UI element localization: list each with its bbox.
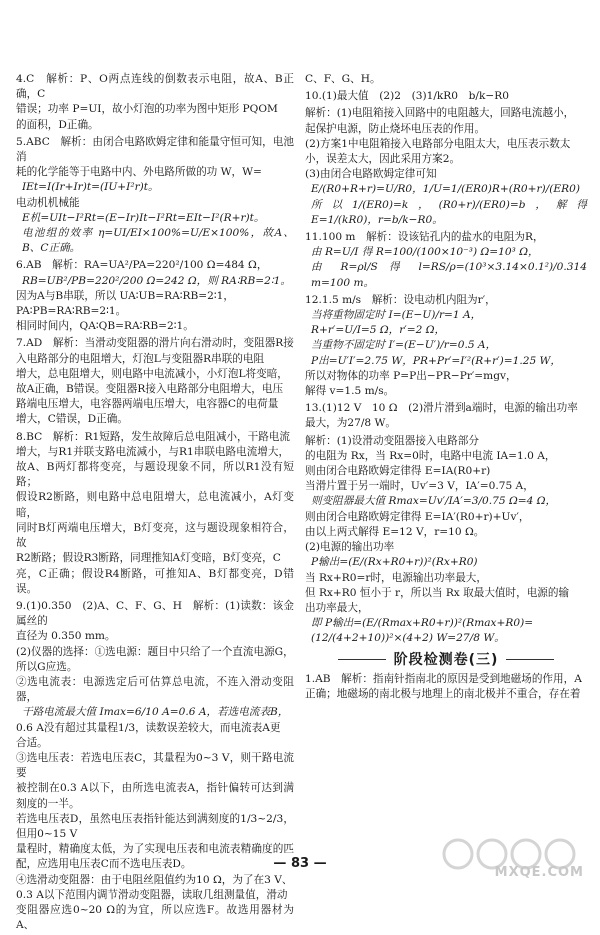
text-line: 电动机机械能 xyxy=(16,196,80,209)
answer-10-explanation xyxy=(305,106,587,228)
formula-line: IEt=I(Ir+Ir)t=(IU+I²r)t。 xyxy=(22,181,159,194)
answer-9-continued xyxy=(305,72,587,87)
text-line: 起保护电源，防止烧坏电压表的作用。 xyxy=(305,122,486,135)
formula-line: 由 R=ρl/S 得 l=RS/ρ=(10³×3.14×0.1²)/0.314 m=100 m。 xyxy=(311,261,587,289)
text-line: 量程时，精确度太低，为了实现电压表和电流表精确度的匹配，应选用电压表C而不选电压表D。 xyxy=(16,843,294,871)
text-line: 12.1.5 m/s 解析：设电动机内阻为r′， xyxy=(305,293,496,306)
formula-line: E/(R0+R+r)=U/R0，1/U=1/(ER0)R+(R0+r)/(ER0) xyxy=(311,183,580,196)
text-line: 被控制在0.3 A以下，由所选电流表A，指针偏转可达到满刻度的一半。 xyxy=(16,782,294,810)
text-line: 错误；功率 P=UI，故小灯泡的功率为图中矩形 PQOM xyxy=(16,103,278,116)
formula-line: (12/(4+2+10))²×(4+2) W=27/8 W。 xyxy=(311,632,505,645)
text-line: (2)仪器的选择：①选电源：题目中只给了一个直流电源G， xyxy=(16,645,294,658)
text-line: ②选电流表：电源选定后可估算总电流，不连入滑动变阻器， xyxy=(16,675,294,704)
answer-13-header xyxy=(305,401,587,431)
text-line: R2断路；假设R3断路，同理推知A灯变暗，B灯变亮，C xyxy=(16,552,281,565)
formula-line: R+r′=U/I=5 Ω，r′=2 Ω， xyxy=(311,324,446,337)
text-line: 相同时间内，QA∶QB=RA∶RB=2∶1。 xyxy=(16,320,194,333)
formula-line: 由 R=U/I 得 R=100/(100×10⁻³) Ω=10³ Ω， xyxy=(311,246,539,259)
heading-rule-left xyxy=(338,659,386,660)
formula-line: P输出=(E/(Rx+R0+r))²(Rx+R0) xyxy=(311,556,478,569)
answer-11 xyxy=(305,230,587,291)
text-line: 小，误差太大，因此采用方案2。 xyxy=(305,153,461,166)
text-line: 假设R2断路，则电路中总电阻增大，总电流减小，A灯变暗， xyxy=(16,491,294,519)
text-line: (2)方案1中电阻箱接入电路部分电阻太大，电压表示数太 xyxy=(305,137,571,150)
text-line: 则由闭合电路欧姆定律得 E=IA′(R0+r)+Uv′， xyxy=(305,510,530,523)
text-line: 出功率最大， xyxy=(305,601,369,614)
text-line: 入电路部分的电阻增大，灯泡L与变阻器R串联的电阻 xyxy=(16,352,265,365)
answer-13-explanation xyxy=(305,434,587,647)
answer-6 xyxy=(16,258,294,334)
text-line: 0.6 A没有超过其量程1/3，读数误差较大，而电流表A更 xyxy=(16,721,281,734)
text-line: 故A正确，B错误。变阻器R接入电路部分电阻增大，电压 xyxy=(16,383,284,396)
page-number: — 83 — xyxy=(273,856,327,871)
right-column xyxy=(305,72,587,704)
text-line: (3)由闭合电路欧姆定律可知 xyxy=(305,168,437,181)
text-line: 最大，为27/8 W。 xyxy=(305,417,397,430)
text-line: 解得 v=1.5 m/s。 xyxy=(305,385,395,398)
text-line: 13.(1)12 V 10 Ω (2)滑片滑到a端时，电源的输出功率 xyxy=(305,402,578,415)
text-line: 路端电压增大，电容器两端电压增大，电容器C的电荷量 xyxy=(16,398,279,411)
text-line: 10.(1)最大值 (2)2 (3)1/kR0 b/k−R0 xyxy=(305,90,509,103)
text-line: 4.C 解析：P、O两点连线的倒数表示电阻，故A、B正确，C xyxy=(16,73,294,101)
answer-8 xyxy=(16,430,294,597)
formula-line: 干路电流最大值 Imax=6/10 A=0.6 A，若选电流表B， xyxy=(22,706,289,719)
text-line: 11.100 m 解析：设该钻孔内的盐水的电阻为R， xyxy=(305,231,544,244)
answer-10-header xyxy=(305,89,587,104)
text-line: 的电阻为 Rx，当 Rx=0时，电路中电流 IA=1.0 A， xyxy=(305,449,556,462)
text-line: ③选电压表：若选电压表C，其量程为0~3 V，则干路电流要 xyxy=(16,751,294,780)
text-line: 当滑片置于另一端时，Uv′=3 V，IA′=0.75 A， xyxy=(305,480,534,493)
text-line: 直径为 0.350 mm。 xyxy=(16,630,116,643)
text-line: 同时B灯两端电压增大，B灯变亮，这与题设现象相符合，故 xyxy=(16,521,294,550)
text-line: 变阻器应选0~20 Ω的为宜，所以应选F。故选用器材为A、 xyxy=(16,903,294,932)
heading-rule-right xyxy=(506,659,554,660)
text-line: 所以对物体的功率 P=P出−PR−Pr′=mgv， xyxy=(305,369,517,382)
formula-line: 则变阻器最大值 Rmax=Uv′/IA′=3/0.75 Ω=4 Ω， xyxy=(311,495,557,508)
formula-line: E机=UIt−I²Rt=(E−Ir)It−I²Rt=EIt−I²(R+r)t。 xyxy=(22,211,265,224)
text-line: 则由闭合电路欧姆定律得 E=IA(R0+r) xyxy=(305,465,491,478)
answer-5 xyxy=(16,135,294,257)
text-line: 当 Rx+R0=r时，电源输出功率最大， xyxy=(305,571,487,584)
watermark-logo xyxy=(440,832,590,884)
text-line: ④选滑动变阻器：由于电阻丝阻值约为10 Ω，为了在3 V、 xyxy=(16,873,293,886)
text-line: 0.3 A以下范围内调节滑动变阻器，读取几组测量值，滑动 xyxy=(16,888,288,901)
text-line: 的面积，D正确。 xyxy=(16,118,99,131)
formula-line: 当将重物固定时 I=(E−U)/r=1 A， xyxy=(311,309,482,322)
text-line: 解析：(1)电阻箱接入回路中的电阻越大，回路电流越小， xyxy=(305,107,575,120)
text-line: 合适。 xyxy=(16,736,48,749)
text-line: C、F、G、H。 xyxy=(305,73,381,85)
answer-4 xyxy=(16,72,294,133)
text-line: 由以上两式解得 E=12 V，r=10 Ω。 xyxy=(305,525,485,538)
watermark-text: MXQE.COM xyxy=(494,864,584,880)
text-line: 故A、B两灯都将变亮，与题设现象不同，所以R1没有短路； xyxy=(16,461,294,489)
answer-9 xyxy=(16,599,294,933)
answer-12 xyxy=(305,293,587,399)
text-line: 所以G应选。 xyxy=(16,660,78,673)
text-line: 6.AB 解析：RA=UA²/PA=220²/100 Ω=484 Ω， xyxy=(16,259,268,272)
text-line: 解析：(1)设滑动变阻器接入电路部分 xyxy=(305,434,479,447)
text-line: (2)电源的输出功率 xyxy=(305,541,395,554)
formula-line: RB=UB²/PB=220²/200 Ω=242 Ω，则 RA∶RB=2∶1。 xyxy=(22,274,292,287)
text-line: 7.AD 解析：当滑动变阻器的滑片向右滑动时，变阻器R接 xyxy=(16,337,294,350)
section-answer-1 xyxy=(305,672,587,702)
section-title-text: 阶段检测卷(三) xyxy=(393,651,499,668)
text-line: 耗的化学能等于电路中内、外电路所做的功 W，W= xyxy=(16,166,262,179)
text-line: 8.BC 解析：R1短路，发生故障后总电阻减小，干路电流 xyxy=(16,430,290,443)
text-line: 5.ABC 解析：由闭合电路欧姆定律和能量守恒可知，电池消 xyxy=(16,135,294,164)
text-line: 但 Rx+R0 恒小于 r，所以当 Rx 取最大值时，电源的输 xyxy=(305,586,570,599)
text-line: 增大，总电阻增大，则电路中电流减小，小灯泡L将变暗， xyxy=(16,367,288,380)
text-line: 亮，C正确；假设R4断路，可推知A、B灯都变亮，D错误。 xyxy=(16,567,294,595)
text-line: 正确；地磁场的南北极与地理上的南北极并不重合，存在着 xyxy=(305,687,581,700)
text-line: 9.(1)0.350 (2)A、C、F、G、H 解析：(1)读数：该金属丝的 xyxy=(16,599,294,628)
formula-line: 所以1/(ER0)=k，(R0+r)/(ER0)=b，解得 E=1/(kR0)，r=b/k−R0。 xyxy=(311,198,587,226)
text-line: 增大，与R1并联支路电流减小，与R1串联电路电流增大， xyxy=(16,445,290,458)
formula-line: P出=U′I′=2.75 W，PR+Pr′=I′²(R+r′)=1.25 W， xyxy=(311,354,562,367)
answer-7 xyxy=(16,336,294,427)
text-line: 增大，C错误，D正确。 xyxy=(16,413,128,426)
left-column xyxy=(16,72,294,935)
formula-line: 即 P输出=(E/(Rmax+R0+r))²(Rmax+R0)= xyxy=(311,617,534,630)
text-line: 1.AB 解析：指南针指南北的原因是受到地磁场的作用，A xyxy=(305,672,582,685)
section-heading xyxy=(305,653,587,668)
text-line: 因为A与B串联，所以 UA∶UB=RA∶RB=2∶1， xyxy=(16,289,235,302)
text-line: PA∶PB=RA∶RB=2∶1。 xyxy=(16,305,127,318)
formula-line: 当重物不固定时 I′=(E−U′)/r=0.5 A， xyxy=(311,339,497,352)
text-line: 若选电压表D，虽然电压表指针能达到满刻度的1/3~2/3，但用0~15 V xyxy=(16,812,294,840)
formula-line: 电池组的效率 η=UI/EI×100%=U/E×100%，故A、B、C正确。 xyxy=(22,227,294,255)
